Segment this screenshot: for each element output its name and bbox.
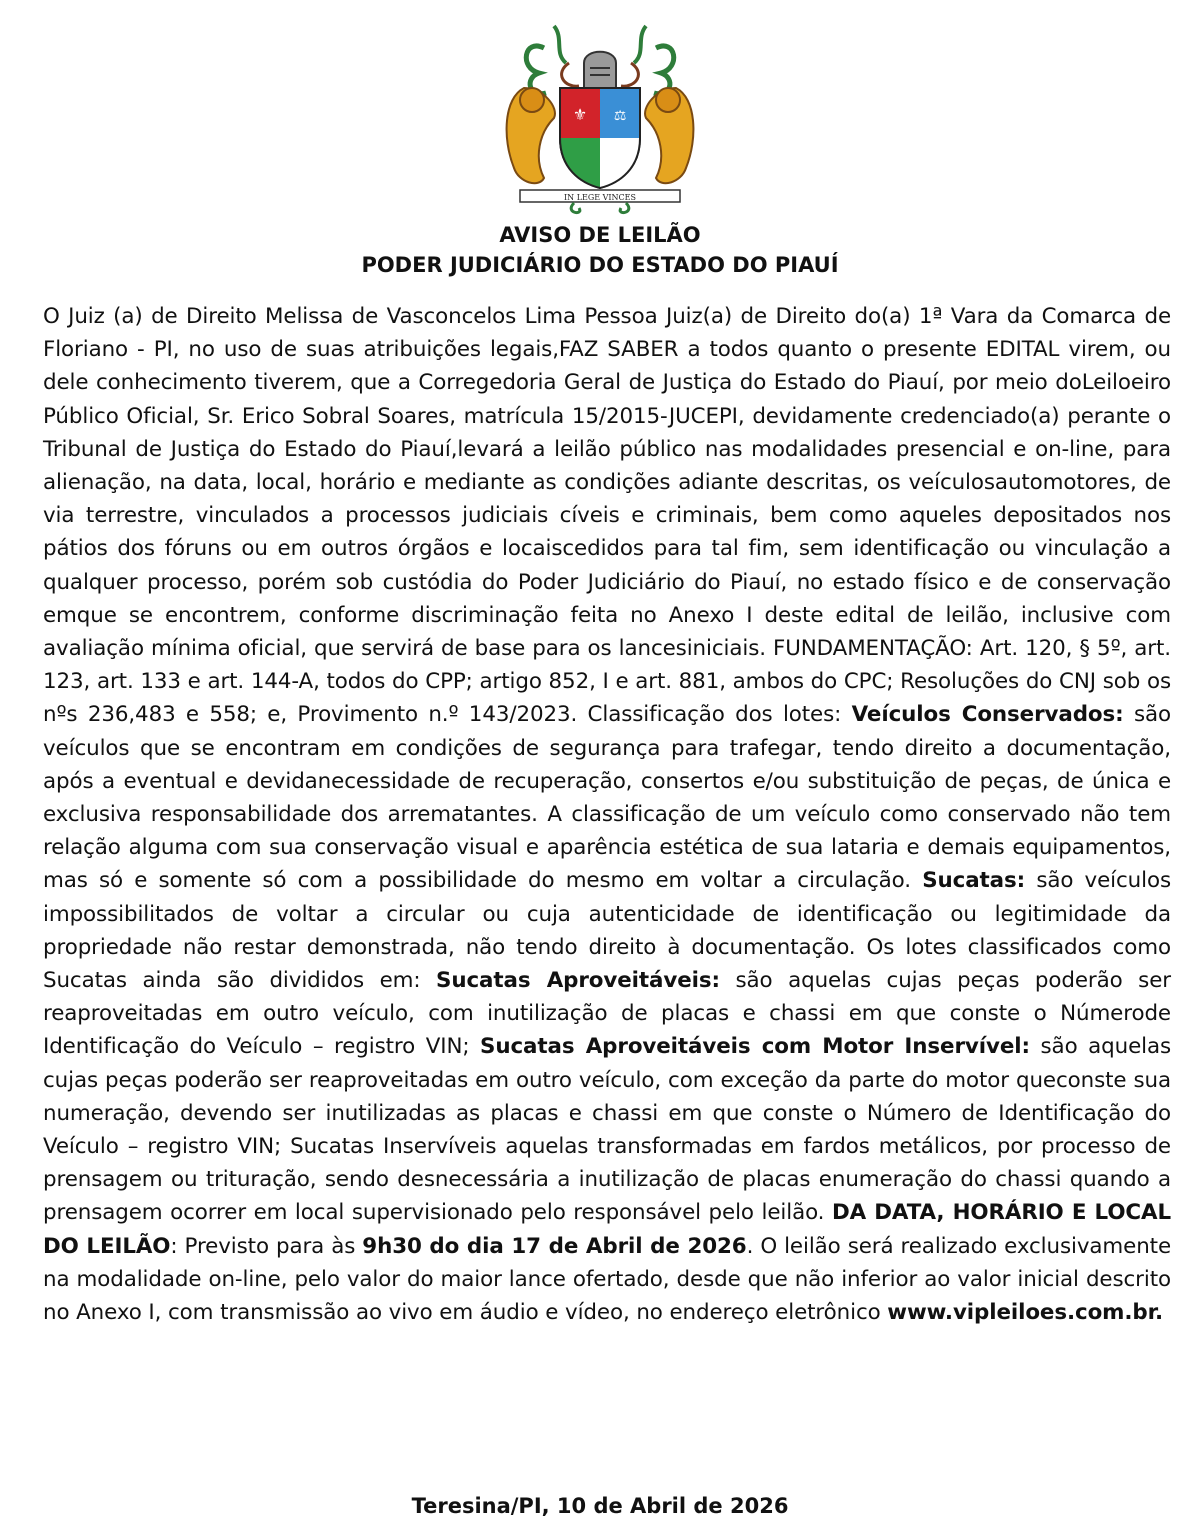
section-date-place: DA DATA, HORÁRIO E LOCAL DO LEILÃO — [43, 1200, 1171, 1259]
svg-text:⚖: ⚖ — [613, 108, 627, 124]
body-text-1: O Juiz (a) de Direito Melissa de Vasconcelos Lima Pessoa Juiz(a) de Direito do(a) 1ª Vara da Comarca de Floriano - PI, no uso de suas atribuições legais,FAZ SABER a todos quanto o presente EDITAL virem, ou dele conhecimento tiverem, que a Corregedoria Geral de Justiça do Estado do Piauí, por meio doLeiloeiro Público Oficial, Sr. Erico Sobral Soares, matrícula 15/2015-JUCEPI, devidamente credenciado(a) perante o Tribunal de Justiça do Estado do Piauí,levará a leilão público nas modalidades presencial e on-line, para alienação, na data, local, horário e mediante as condições adiante descritas, os veículosautomotores, de via terrestre, vinculados a processos judiciais cíveis e criminais, bem como aqueles depositados nos pátios dos fóruns ou em outros órgãos e locaiscedidos para tal fim, sem identificação ou vinculação a qualquer processo, porém sob custódia do Poder Judiciário do Piauí, no estado físico e de conservação emque se encontrem, conforme discriminação feita no Anexo I deste edital de leilão, inclusive com avaliação mínima oficial, que servirá de base para os lancesiniciais. FUNDAMENTAÇÃO: Art. 120, § 5º, art. 123, art. 133 e art. 144-A, todos do CPP; artigo 852, I e art. 881, ambos do CPC; Resoluções do CNJ sob os nºs 236,483 e 558; e, Provimento n.º 143/2023. Classificação dos lotes: — [43, 304, 1171, 728]
auction-website-link[interactable]: www.vipleiloes.com.br. — [887, 1300, 1164, 1326]
term-sucatas-motor-inservivel: Sucatas Aproveitáveis com Motor Inservível: — [480, 1034, 1030, 1060]
body-text-4: são aquelas cujas peças poderão ser reaproveitadas em outro veículo, com inutilização de placas e chassi em que conste o Númerode Identificação do Veículo – registro VIN; — [43, 968, 1171, 1060]
document-header — [0, 220, 1200, 280]
auction-datetime: 9h30 do dia 17 de Abril de 2026 — [362, 1233, 747, 1259]
coat-of-arms-logo — [484, 18, 716, 218]
body-text-6: : Previsto para às — [170, 1233, 356, 1259]
seal-motto: IN LEGE VINCES — [563, 193, 637, 202]
body-text-2: são veículos que se encontram em condições de segurança para trafegar, tendo direito a documentação, após a eventual e devidanecessidade de recuperação, consertos e/ou substituição de peças, de única e exclusiva responsabilidade dos arrematantes. A classificação de um veículo como conservado não tem relação alguma com sua conservação visual e aparência estética de sua lataria e demais equipamentos, mas só e somente só com a possibilidade do mesmo em voltar a circulação. — [43, 702, 1172, 894]
term-veiculos-conservados: Veículos Conservados: — [851, 702, 1124, 728]
body-text-3: são veículos impossibilitados de voltar a circular ou cuja autenticidade de identificação ou legitimidade da propriedade não restar demonstrada, não tendo direito à documentação. Os lotes classificados como Sucatas ainda são divididos em: — [43, 868, 1172, 994]
svg-text:⚜: ⚜ — [572, 105, 588, 124]
body-text-7: . O leilão será realizado exclusivamente na modalidade on-line, pelo valor do maior lance ofertado, desde que não inferior ao valor inicial descrito no Anexo I, com transmissão ao vivo em áudio e vídeo, no endereço eletrônico — [43, 1233, 1172, 1326]
body-text-5: são aquelas cujas peças poderão ser reaproveitadas em outro veículo, com exceção da parte do motor queconste sua numeração, devendo ser inutilizadas as placas e chassi em que conste o Número de Identificação do Veículo – registro VIN; Sucatas Inservíveis aquelas transformadas em fardos metálicos, por processo de prensagem ou trituração, sendo desnecessária a inutilização de placas enumeração do chassi quando a prensagem ocorrer em local supervisionado pelo responsável pelo leilão. — [43, 1034, 1172, 1226]
document-subtitle: PODER JUDICIÁRIO DO ESTADO DO PIAUÍ — [361, 253, 839, 277]
edital-body-text — [43, 300, 1171, 1329]
term-sucatas-aproveitaveis: Sucatas Aproveitáveis: — [436, 968, 720, 994]
place-and-date: Teresina/PI, 10 de Abril de 2026 — [411, 1494, 789, 1518]
term-sucatas: Sucatas: — [922, 868, 1026, 894]
document-title: AVISO DE LEILÃO — [499, 223, 701, 247]
